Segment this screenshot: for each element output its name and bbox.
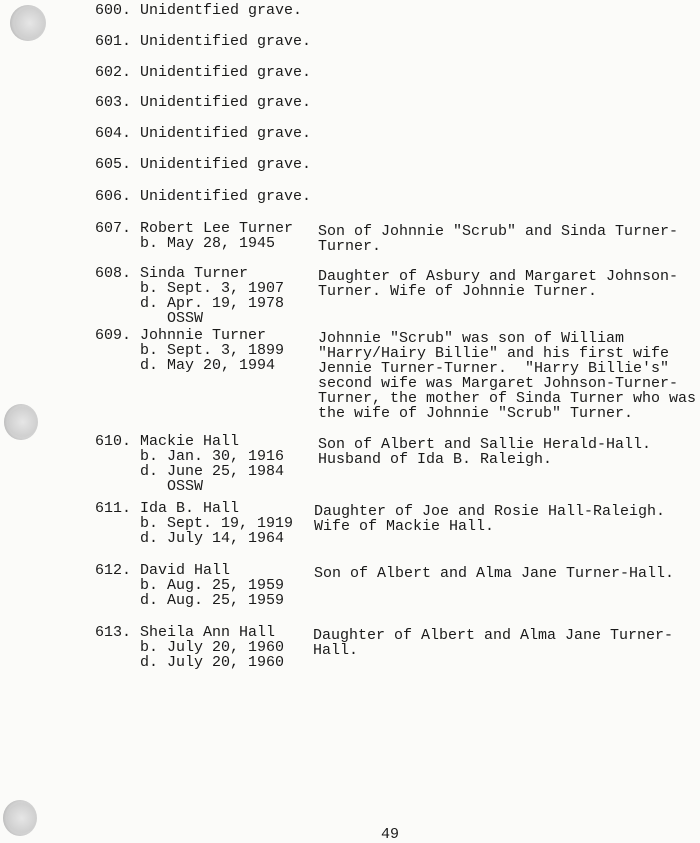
entry-number: 600.: [95, 2, 132, 19]
person-name: Robert Lee Turner: [140, 220, 294, 237]
entry-number: 602.: [95, 64, 132, 81]
description-line: Daughter of Albert and Alma Jane Turner-: [313, 627, 674, 644]
description-line: second wife was Margaret Johnson-Turner-: [318, 375, 679, 392]
description-line: Husband of Ida B. Raleigh.: [318, 451, 553, 468]
entry-person: [140, 65, 311, 80]
person-name: Unidentified grave.: [140, 64, 312, 81]
person-name: Ida B. Hall: [140, 500, 240, 517]
person-note: OSSW: [167, 310, 204, 327]
person-date: b. Aug. 25, 1959: [140, 577, 285, 594]
person-date: b. July 20, 1960: [140, 639, 285, 656]
person-name: Unidentified grave.: [140, 94, 312, 111]
entry-description: [314, 504, 665, 534]
person-date: b. Sept. 3, 1899: [140, 342, 285, 359]
entry-person: [140, 501, 293, 546]
description-line: Turner. Wife of Johnnie Turner.: [318, 283, 598, 300]
person-date: d. July 20, 1960: [140, 654, 285, 671]
person-name: Sheila Ann Hall: [140, 624, 276, 641]
entry-person: [140, 95, 311, 110]
person-name: Unidentfied grave.: [140, 2, 303, 19]
entry-description: [318, 269, 678, 299]
description-line: Turner, the mother of Sinda Turner who was: [318, 390, 697, 407]
entry-number: 603.: [95, 94, 132, 111]
person-date: d. July 14, 1964: [140, 530, 285, 547]
entry-person: [140, 563, 284, 608]
description-line: Hall.: [313, 642, 359, 659]
entry-description: [313, 628, 673, 658]
entry-person: [140, 625, 284, 670]
description-line: Jennie Turner-Turner. "Harry Billie's": [318, 360, 670, 377]
person-name: Mackie Hall: [140, 433, 240, 450]
entry-number: 610.: [95, 433, 132, 450]
person-name: Unidentified grave.: [140, 125, 312, 142]
description-line: Son of Albert and Sallie Herald-Hall.: [318, 436, 652, 453]
person-date: d. Apr. 19, 1978: [140, 295, 285, 312]
entry-person: [140, 266, 284, 326]
person-name: Johnnie Turner: [140, 327, 267, 344]
entry-person: [140, 328, 284, 373]
entry-person: [140, 221, 293, 251]
person-name: Unidentified grave.: [140, 156, 312, 173]
entry-person: [140, 3, 302, 18]
description-line: Son of Johnnie "Scrub" and Sinda Turner-: [318, 223, 679, 240]
punch-hole: [4, 404, 38, 440]
entry-number: 613.: [95, 624, 132, 641]
page-number: 49: [381, 826, 400, 843]
person-date: b. May 28, 1945: [140, 235, 276, 252]
entry-description: [318, 224, 678, 254]
entry-number: 611.: [95, 500, 132, 517]
entry-person: [140, 434, 284, 494]
description-line: Johnnie "Scrub" was son of William: [318, 330, 625, 347]
description-line: Turner.: [318, 238, 382, 255]
entry-number: 606.: [95, 188, 132, 205]
entry-person: [140, 157, 311, 172]
entry-person: [140, 34, 311, 49]
entry-number: 601.: [95, 33, 132, 50]
punch-hole: [10, 5, 46, 41]
entry-person: [140, 126, 311, 141]
entry-number: 607.: [95, 220, 132, 237]
entry-description: [318, 437, 651, 467]
description-line: Daughter of Joe and Rosie Hall-Raleigh.: [314, 503, 666, 520]
punch-hole: [3, 800, 37, 836]
entry-description: [318, 331, 696, 421]
description-line: Daughter of Asbury and Margaret Johnson-: [318, 268, 679, 285]
person-name: David Hall: [140, 562, 231, 579]
entry-number: 605.: [95, 156, 132, 173]
person-date: b. Jan. 30, 1916: [140, 448, 285, 465]
person-name: Unidentified grave.: [140, 188, 312, 205]
entry-number: 612.: [95, 562, 132, 579]
description-line: Son of Albert and Alma Jane Turner-Hall.: [314, 565, 675, 582]
person-date: d. May 20, 1994: [140, 357, 276, 374]
entry-number: 609.: [95, 327, 132, 344]
person-note: OSSW: [167, 478, 204, 495]
person-name: Sinda Turner: [140, 265, 249, 282]
person-date: b. Sept. 3, 1907: [140, 280, 285, 297]
entry-description: [314, 566, 674, 581]
description-line: the wife of Johnnie "Scrub" Turner.: [318, 405, 634, 422]
person-name: Unidentified grave.: [140, 33, 312, 50]
entry-person: [140, 189, 311, 204]
description-line: Wife of Mackie Hall.: [314, 518, 495, 535]
person-date: d. Aug. 25, 1959: [140, 592, 285, 609]
person-date: b. Sept. 19, 1919: [140, 515, 294, 532]
person-date: d. June 25, 1984: [140, 463, 285, 480]
description-line: "Harry/Hairy Billie" and his first wife: [318, 345, 670, 362]
entry-number: 604.: [95, 125, 132, 142]
entry-number: 608.: [95, 265, 132, 282]
